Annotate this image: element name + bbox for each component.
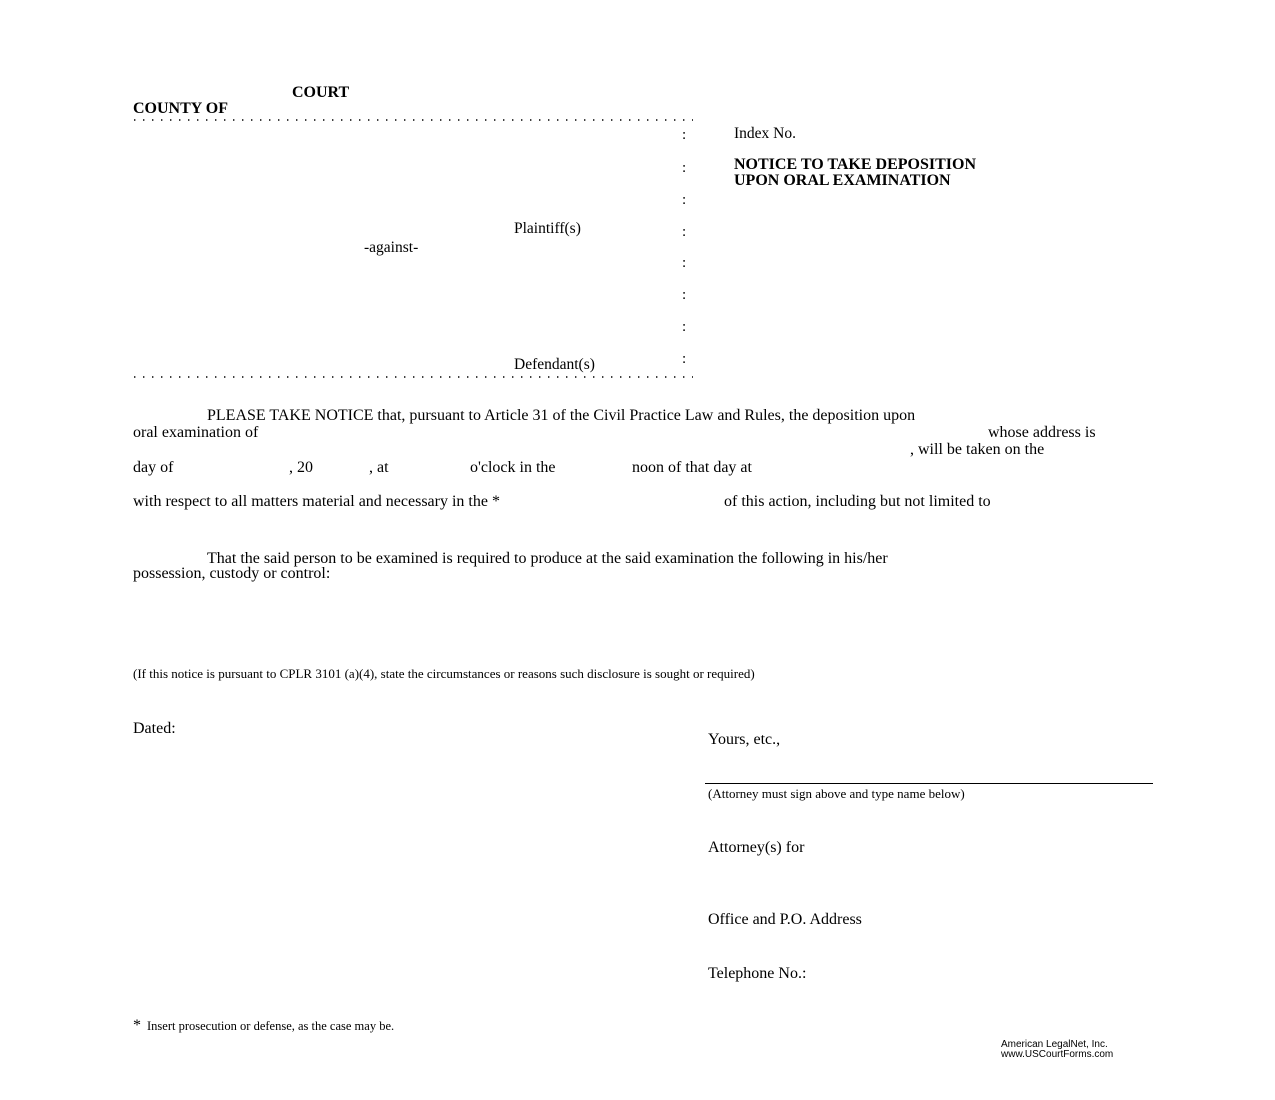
- plaintiffs-label: Plaintiff(s): [514, 220, 581, 237]
- produce-paragraph-line1: That the said person to be examined is required to produce at the said examination the following in his/her: [207, 550, 888, 567]
- notice-paragraph-line1: PLEASE TAKE NOTICE that, pursuant to Article 31 of the Civil Practice Law and Rules, the deposition upon: [207, 407, 916, 424]
- caption-colon: :: [682, 224, 687, 240]
- oclock-label: o'clock in the: [470, 459, 556, 476]
- caption-colon: :: [682, 127, 687, 143]
- against-label: -against-: [364, 239, 419, 256]
- yours-etc-label: Yours, etc.,: [708, 731, 781, 748]
- whose-address-label: whose address is: [988, 424, 1096, 441]
- footnote-text: Insert prosecution or defense, as the case may be.: [147, 1019, 395, 1033]
- attorney-signature-line: [705, 783, 1153, 784]
- with-respect-label: with respect to all matters material and necessary in the *: [133, 493, 500, 510]
- document-title-line2: UPON ORAL EXAMINATION: [734, 172, 951, 189]
- defendants-label: Defendant(s): [514, 356, 595, 373]
- of-this-action-label: of this action, including but not limited to: [724, 493, 991, 510]
- document-title-line1: NOTICE TO TAKE DEPOSITION: [734, 156, 976, 173]
- index-no-label: Index No.: [734, 125, 796, 142]
- cplr-note: (If this notice is pursuant to CPLR 3101 (a)(4), state the circumstances or reasons such disclosure is sought or required): [133, 666, 755, 681]
- will-be-taken-label: , will be taken on the: [910, 441, 1045, 458]
- attorneys-for-label: Attorney(s) for: [708, 839, 805, 856]
- footnote-asterisk: *: [133, 1017, 141, 1034]
- caption-colon: :: [682, 351, 687, 367]
- dated-label: Dated:: [133, 720, 176, 737]
- caption-colon: :: [682, 319, 687, 335]
- caption-colon: :: [682, 287, 687, 303]
- caption-colon: :: [682, 255, 687, 271]
- county-of-label: COUNTY OF: [133, 100, 228, 117]
- at-label: , at: [369, 459, 389, 476]
- caption-colon: :: [682, 160, 687, 176]
- office-address-label: Office and P.O. Address: [708, 911, 862, 928]
- oral-examination-of-label: oral examination of: [133, 424, 259, 441]
- attorney-sign-instruction: (Attorney must sign above and type name below): [708, 786, 965, 801]
- caption-colon: :: [682, 192, 687, 208]
- court-label: COURT: [292, 84, 350, 101]
- publisher-name: American LegalNet, Inc.: [1001, 1039, 1108, 1050]
- caption-bottom-dotted-rule: [133, 374, 693, 380]
- year-20-label: , 20: [289, 459, 313, 476]
- caption-top-dotted-rule: [133, 117, 693, 123]
- publisher-website: www.USCourtForms.com: [1001, 1049, 1114, 1060]
- noon-label: noon of that day at: [632, 459, 752, 476]
- telephone-label: Telephone No.:: [708, 965, 807, 982]
- produce-paragraph-line2: possession, custody or control:: [133, 565, 331, 582]
- day-of-label: day of: [133, 459, 174, 476]
